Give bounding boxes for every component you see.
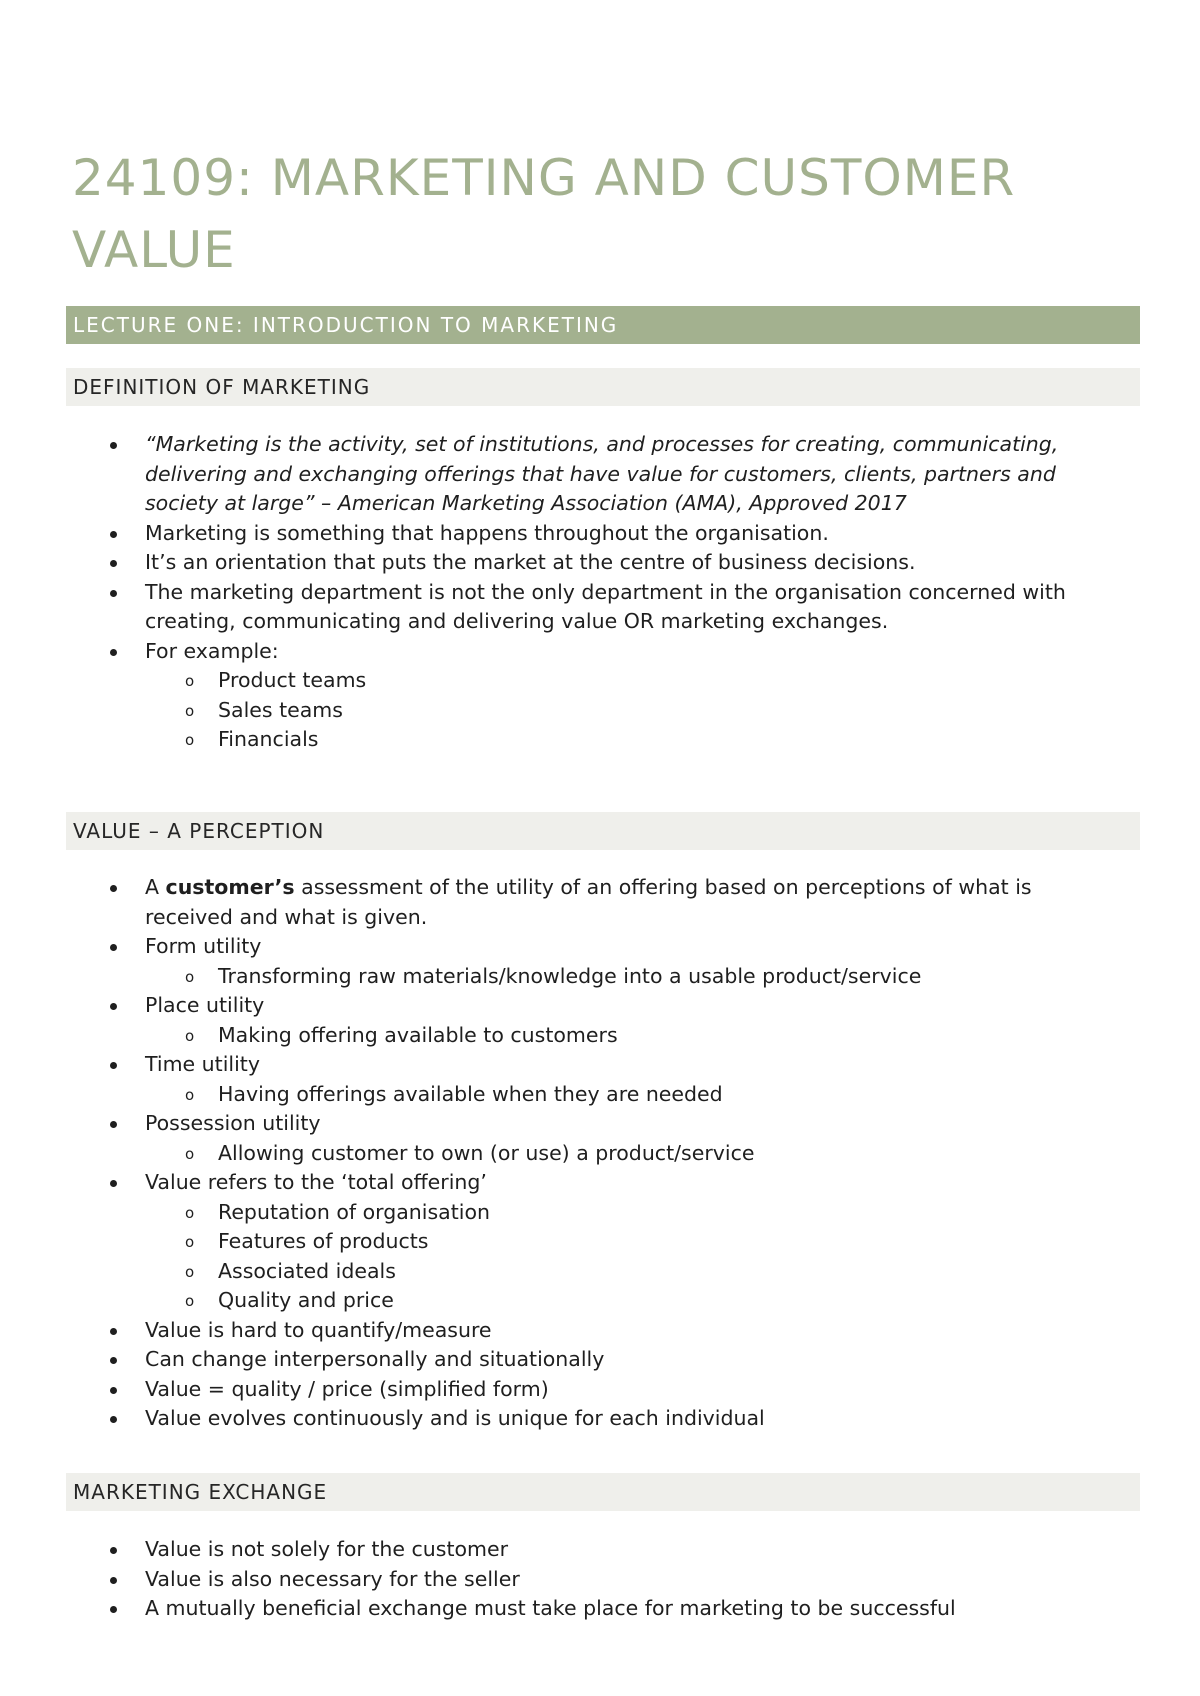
sub-list-item: o Reputation of organisation — [0, 1198, 1118, 1228]
value-list — [0, 873, 1200, 1434]
list-item: Value is also necessary for the seller — [0, 1565, 1120, 1595]
sub-list-item: o Making offering available to customers — [0, 1021, 1118, 1051]
list-item: Can change interpersonally and situationally — [0, 1345, 1120, 1375]
text-fragment: A — [145, 875, 166, 899]
list-item: Value refers to the ‘total offering’ — [0, 1168, 1120, 1198]
list-item: Possession utility — [0, 1109, 1120, 1139]
list-item: It’s an orientation that puts the market at the centre of business decisions. — [0, 548, 1120, 578]
text-fragment: assessment of the utility of an offering based on perceptions of what is received and what is given. — [145, 875, 1032, 929]
list-item: The marketing department is not the only department in the organisation concerned with creating, communicating and delivering value OR marketing exchanges. — [0, 578, 1120, 637]
sub-list-item: o Quality and price — [0, 1286, 1118, 1316]
list-item: Marketing is something that happens throughout the organisation. — [0, 519, 1120, 549]
list-item: Place utility — [0, 991, 1120, 1021]
sub-list-item: o Transforming raw materials/knowledge into a usable product/service — [0, 962, 1118, 992]
list-item — [0, 873, 1120, 932]
list-item: For example: — [0, 637, 1120, 667]
list-item: Time utility — [0, 1050, 1120, 1080]
sub-list-item: o Financials — [0, 725, 1118, 755]
emphasis-text: customer’s — [165, 875, 295, 899]
lecture-heading: LECTURE ONE: INTRODUCTION TO MARKETING — [66, 306, 1140, 344]
sub-list-item: o Sales teams — [0, 696, 1118, 726]
list-item: A mutually beneficial exchange must take place for marketing to be successful — [0, 1594, 1120, 1624]
list-item: Value is not solely for the customer — [0, 1535, 1120, 1565]
value-heading: VALUE – A PERCEPTION — [66, 812, 1140, 850]
definition-list — [0, 430, 1200, 755]
sub-list-item: o Product teams — [0, 666, 1118, 696]
exchange-list — [0, 1535, 1200, 1624]
sub-list-item: o Allowing customer to own (or use) a product/service — [0, 1139, 1118, 1169]
list-item: Value is hard to quantify/measure — [0, 1316, 1120, 1346]
list-item: Value = quality / price (simplified form) — [0, 1375, 1120, 1405]
sub-list-item: o Associated ideals — [0, 1257, 1118, 1287]
ama-quote: “Marketing is the activity, set of institutions, and processes for creating, communicating, delivering and exchanging offerings that have value for customers, clients, partners and society at large” – American Marketing Association (AMA), Approved 2017 — [0, 430, 1120, 519]
exchange-heading: MARKETING EXCHANGE — [66, 1473, 1140, 1511]
sub-list-item: o Having offerings available when they are needed — [0, 1080, 1118, 1110]
sub-list-item: o Features of products — [0, 1227, 1118, 1257]
list-item: Value evolves continuously and is unique for each individual — [0, 1404, 1120, 1434]
document-title: 24109: MARKETING AND CUSTOMER VALUE — [72, 149, 1016, 279]
definition-heading: DEFINITION OF MARKETING — [66, 368, 1140, 406]
list-item: Form utility — [0, 932, 1120, 962]
